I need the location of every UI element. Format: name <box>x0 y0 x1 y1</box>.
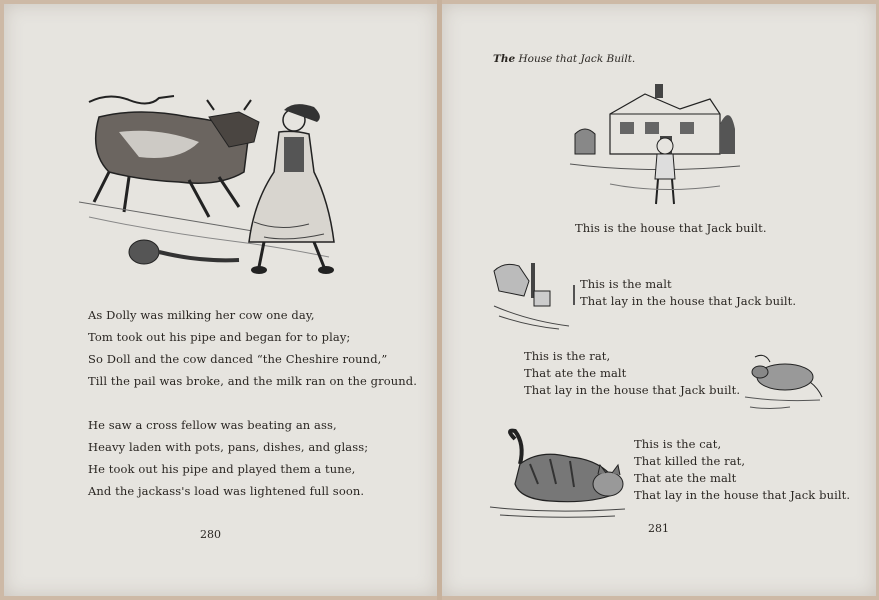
page-number-right: 281 <box>648 522 669 535</box>
verse-rat-line3: That lay in the house that Jack built. <box>524 383 741 397</box>
stanza1-line3: So Doll and the cow danced “the Cheshire round,” <box>88 352 388 366</box>
verse-malt-line2: That lay in the house that Jack built. <box>580 294 797 308</box>
left-page <box>4 4 437 596</box>
verse-house-line1: This is the house that Jack built. <box>575 221 767 235</box>
stanza2-line4: And the jackass's load was lightened full soon. <box>88 484 365 498</box>
running-head-title: House that Jack Built. <box>518 53 636 65</box>
stanza1-line1: As Dolly was milking her cow one day, <box>88 308 315 322</box>
page-number-left: 280 <box>200 528 221 541</box>
stanza2-line3: He took out his pipe and played them a tune, <box>88 462 356 476</box>
dolly-cow-illustration <box>79 92 349 282</box>
house-illustration <box>570 84 745 209</box>
verse-rat-line2: That ate the malt <box>524 366 627 380</box>
running-head-bold: The <box>493 53 516 65</box>
verse-cat-line1: This is the cat, <box>634 437 722 451</box>
stanza1-line2: Tom took out his pipe and began for to play; <box>88 330 351 344</box>
running-head <box>493 53 635 65</box>
verse-malt-line1: This is the malt <box>580 277 672 291</box>
verse-rat-line1: This is the rat, <box>524 349 611 363</box>
right-page <box>442 4 876 596</box>
cat-illustration <box>490 429 630 519</box>
verse-cat-line2: That killed the rat, <box>634 454 746 468</box>
rat-illustration <box>740 352 825 412</box>
verse-cat-line3: That ate the malt <box>634 471 737 485</box>
stanza2-line1: He saw a cross fellow was beating an ass, <box>88 418 337 432</box>
stanza2-line2: Heavy laden with pots, pans, dishes, and glass; <box>88 440 369 454</box>
stanza1-line4: Till the pail was broke, and the milk ran on the ground. <box>88 374 417 388</box>
verse-cat-line4: That lay in the house that Jack built. <box>634 488 851 502</box>
malt-illustration <box>489 261 574 331</box>
